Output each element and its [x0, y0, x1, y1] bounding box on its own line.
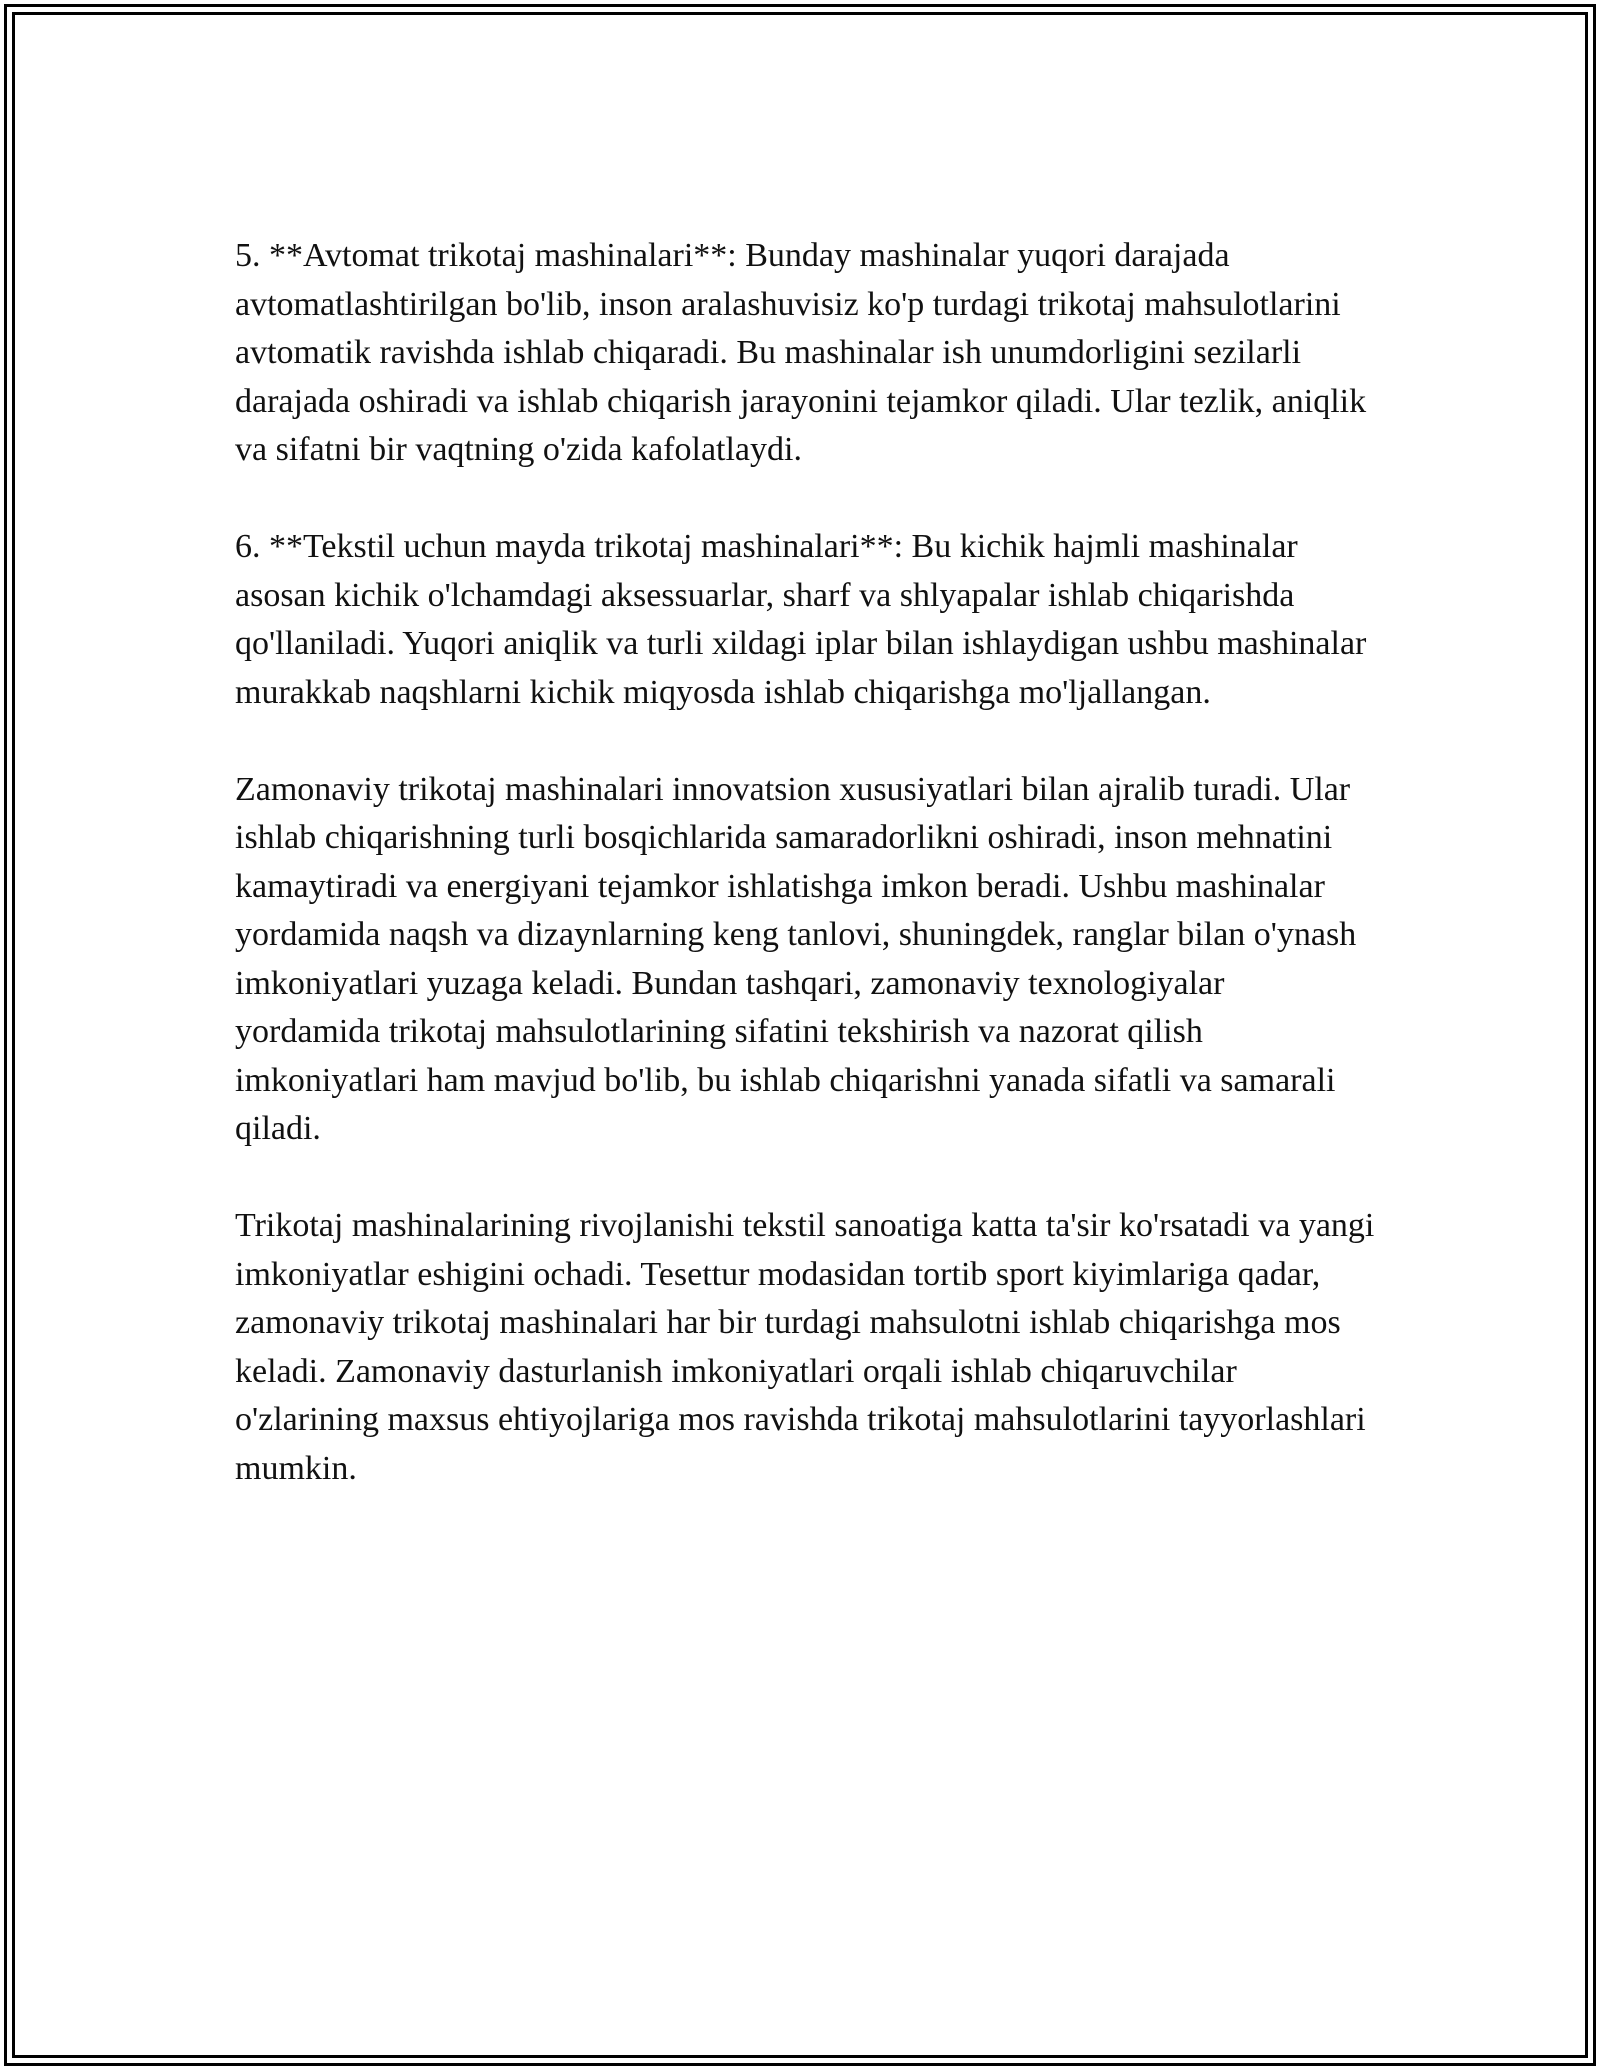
- paragraph-small-machines: 6. **Tekstil uchun mayda trikotaj mashinalari**: Bu kichik hajmli mashinalar asosan kichik o'lchamdagi aksessuarlar, sharf va shlyapalar ishlab chiqarishda qo'llaniladi. Yuqori aniqlik va turli xildagi iplar bilan ishlaydigan ushbu mashinalar murakkab naqshlarni kichik miqyosda ishlab chiqarishga mo'ljallangan.: [235, 528, 1367, 711]
- paragraph-automatic-machines: 5. **Avtomat trikotaj mashinalari**: Bunday mashinalar yuqori darajada avtomatlashtirilgan bo'lib, inson aralashuvisiz ko'p turdagi trikotaj mahsulotlarini avtomatik ravishda ishlab chiqaradi. Bu mashinalar ish unumdorligini sezilarli darajada oshiradi va ishlab chiqarish jarayonini tejamkor qiladi. Ular tezlik, aniqlik va sifatni bir vaqtning o'zida kafolatlaydi.: [235, 237, 1367, 468]
- document-body: [235, 232, 1375, 1542]
- paragraph-development: Trikotaj mashinalarining rivojlanishi tekstil sanoatiga katta ta'sir ko'rsatadi va yangi imkoniyatlar eshigini ochadi. Tesettur modasidan tortib sport kiyimlariga qadar, zamonaviy trikotaj mashinalari har bir turdagi mahsulotni ishlab chiqarishga mos keladi. Zamonaviy dasturlanish imkoniyatlari orqali ishlab chiqaruvchilar o'zlarining maxsus ehtiyojlariga mos ravishda trikotaj mahsulotlarini tayyorlashlari mumkin.: [235, 1207, 1375, 1487]
- paragraph-modern-machines: Zamonaviy trikotaj mashinalari innovatsion xususiyatlari bilan ajralib turadi. Ular ishlab chiqarishning turli bosqichlarida samaradorlikni oshiradi, inson mehnatini kamaytiradi va energiyani tejamkor ishlatishga imkon beradi. Ushbu mashinalar yordamida naqsh va dizaynlarning keng tanlovi, shuningdek, ranglar bilan o'ynash imkoniyatlari yuzaga keladi. Bundan tashqari, zamonaviy texnologiyalar yordamida trikotaj mahsulotlarining sifatini tekshirish va nazorat qilish imkoniyatlari ham mavjud bo'lib, bu ishlab chiqarishni yanada sifatli va samarali qiladi.: [235, 770, 1357, 1147]
